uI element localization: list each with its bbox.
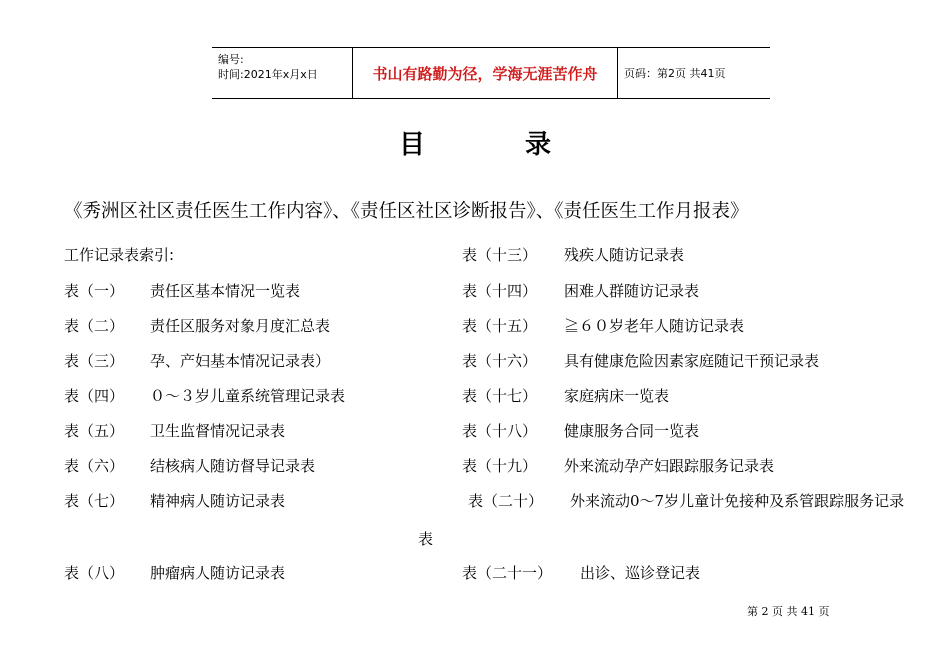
number-label: 编号: bbox=[218, 53, 244, 66]
page-footer: 第 2 页 共 41 页 bbox=[747, 605, 830, 618]
toc-item-code: 表（十三） bbox=[462, 246, 538, 264]
header-meta-cell bbox=[212, 48, 353, 98]
header-motto-cell bbox=[353, 48, 618, 98]
toc-item-name: ≧６０岁老年人随访记录表 bbox=[564, 317, 745, 335]
toc-item-wrap-tail: 表 bbox=[418, 530, 434, 548]
toc-item-code: 表（十七） bbox=[462, 387, 538, 405]
toc-item-name: 具有健康危险因素家庭随记干预记录表 bbox=[564, 352, 820, 370]
motto-text: 书山有路勤为径，学海无涯苦作舟 bbox=[372, 64, 598, 83]
toc-item-code: 表（二） bbox=[64, 317, 125, 335]
toc-item-name: 出诊、巡诊登记表 bbox=[580, 564, 701, 582]
toc-item-name: 孕、产妇基本情况记录表） bbox=[150, 352, 331, 370]
toc-item-name: 肿瘤病人随访记录表 bbox=[150, 564, 286, 582]
toc-item-code: 表（四） bbox=[64, 387, 125, 405]
toc-item-name: 卫生监督情况记录表 bbox=[150, 422, 286, 440]
page-header bbox=[212, 47, 770, 99]
toc-item-code: 表（十九） bbox=[462, 457, 538, 475]
toc-item-name: 残疾人随访记录表 bbox=[564, 246, 685, 264]
toc-item-code: 表（十四） bbox=[462, 282, 538, 300]
toc-item-code: 表（十六） bbox=[462, 352, 538, 370]
toc-item-code: 表（十八） bbox=[462, 422, 538, 440]
toc-item-code: 表（十五） bbox=[462, 317, 538, 335]
toc-item-name: ０～３岁儿童系统管理记录表 bbox=[150, 387, 346, 405]
page-info: 页码：第2页 共41页 bbox=[624, 67, 726, 80]
toc-item-name: 困难人群随访记录表 bbox=[564, 282, 700, 300]
toc-item-code: 表（七） bbox=[64, 492, 125, 510]
page-title: 目录 bbox=[398, 130, 651, 160]
index-label: 工作记录表索引: bbox=[64, 246, 175, 264]
toc-item-name: 精神病人随访记录表 bbox=[150, 492, 286, 510]
time-label: 时间:2021年x月x日 bbox=[218, 68, 318, 81]
toc-item-code: 表（二十一） bbox=[462, 564, 553, 582]
document-subtitle: 《秀洲区社区责任医生工作内容》、《责任区社区诊断报告》、《责任医生工作月报表》 bbox=[64, 201, 749, 222]
toc-item-name: 健康服务合同一览表 bbox=[564, 422, 700, 440]
toc-item-name: 责任区基本情况一览表 bbox=[150, 282, 301, 300]
toc-item-name: 结核病人随访督导记录表 bbox=[150, 457, 316, 475]
toc-item-code: 表（三） bbox=[64, 352, 125, 370]
toc-item-code: 表（六） bbox=[64, 457, 125, 475]
toc-item-code: 表（八） bbox=[64, 564, 125, 582]
toc-item-code: 表（二十） bbox=[468, 492, 544, 510]
toc-item-name: 外来流动0～7岁儿童计免接种及系管跟踪服务记录 bbox=[570, 492, 905, 510]
toc-item-code: 表（一） bbox=[64, 282, 125, 300]
toc-item-name: 外来流动孕产妇跟踪服务记录表 bbox=[564, 457, 775, 475]
header-page-cell bbox=[618, 48, 776, 98]
toc-item-code: 表（五） bbox=[64, 422, 125, 440]
toc-item-name: 责任区服务对象月度汇总表 bbox=[150, 317, 331, 335]
toc-item-name: 家庭病床一览表 bbox=[564, 387, 670, 405]
